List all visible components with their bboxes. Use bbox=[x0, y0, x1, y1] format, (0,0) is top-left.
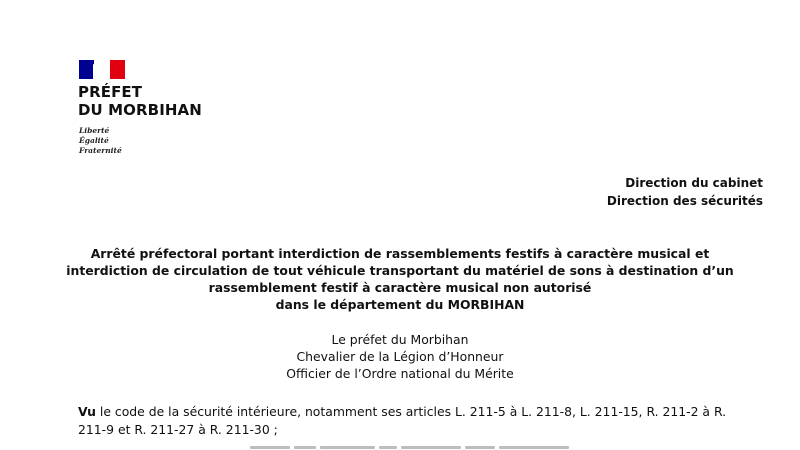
prefect-identity bbox=[140, 331, 660, 382]
motto-liberte: Liberté bbox=[79, 126, 110, 135]
decree-title bbox=[60, 245, 740, 313]
decree-title-line: rassemblement festif à caractère musical non autorisé bbox=[208, 280, 592, 295]
visa-line-2: 211-9 et R. 211-27 à R. 211-30 ; bbox=[78, 421, 278, 437]
cropped-next-line bbox=[250, 446, 610, 450]
prefect-name: Le préfet du Morbihan bbox=[331, 332, 469, 347]
decree-title-line: Arrêté préfectoral portant interdiction de rassemblements festifs à caractère musical et bbox=[90, 246, 710, 261]
visa-text: le code de la sécurité intérieure, notamment ses articles L. 211-5 à L. 211-8, L. 211-15, R. 211-2 à R. bbox=[95, 404, 727, 419]
prefecture-title bbox=[78, 83, 202, 119]
issuing-directions bbox=[607, 174, 763, 210]
prefecture-title-line1: PRÉFET bbox=[78, 83, 143, 101]
visa-paragraph bbox=[78, 403, 778, 438]
prefecture-title-line2: DU MORBIHAN bbox=[78, 101, 202, 119]
decree-title-line: interdiction de circulation de tout véhicule transportant du matériel de sons à destination d’un bbox=[66, 263, 734, 278]
decree-title-line: dans le département du MORBIHAN bbox=[275, 297, 525, 312]
republic-motto bbox=[79, 126, 122, 156]
direction-securites: Direction des sécurités bbox=[606, 194, 763, 208]
prefect-honour-2: Officier de l’Ordre national du Mérite bbox=[286, 366, 514, 381]
motto-egalite: Égalité bbox=[79, 136, 109, 145]
motto-fraternite: Fraternité bbox=[79, 146, 122, 155]
marianne-flag-icon bbox=[79, 60, 125, 79]
visa-keyword: Vu bbox=[78, 404, 96, 419]
direction-cabinet: Direction du cabinet bbox=[625, 176, 763, 190]
prefect-honour-1: Chevalier de la Légion d’Honneur bbox=[296, 349, 504, 364]
visa-line-1 bbox=[78, 403, 778, 421]
